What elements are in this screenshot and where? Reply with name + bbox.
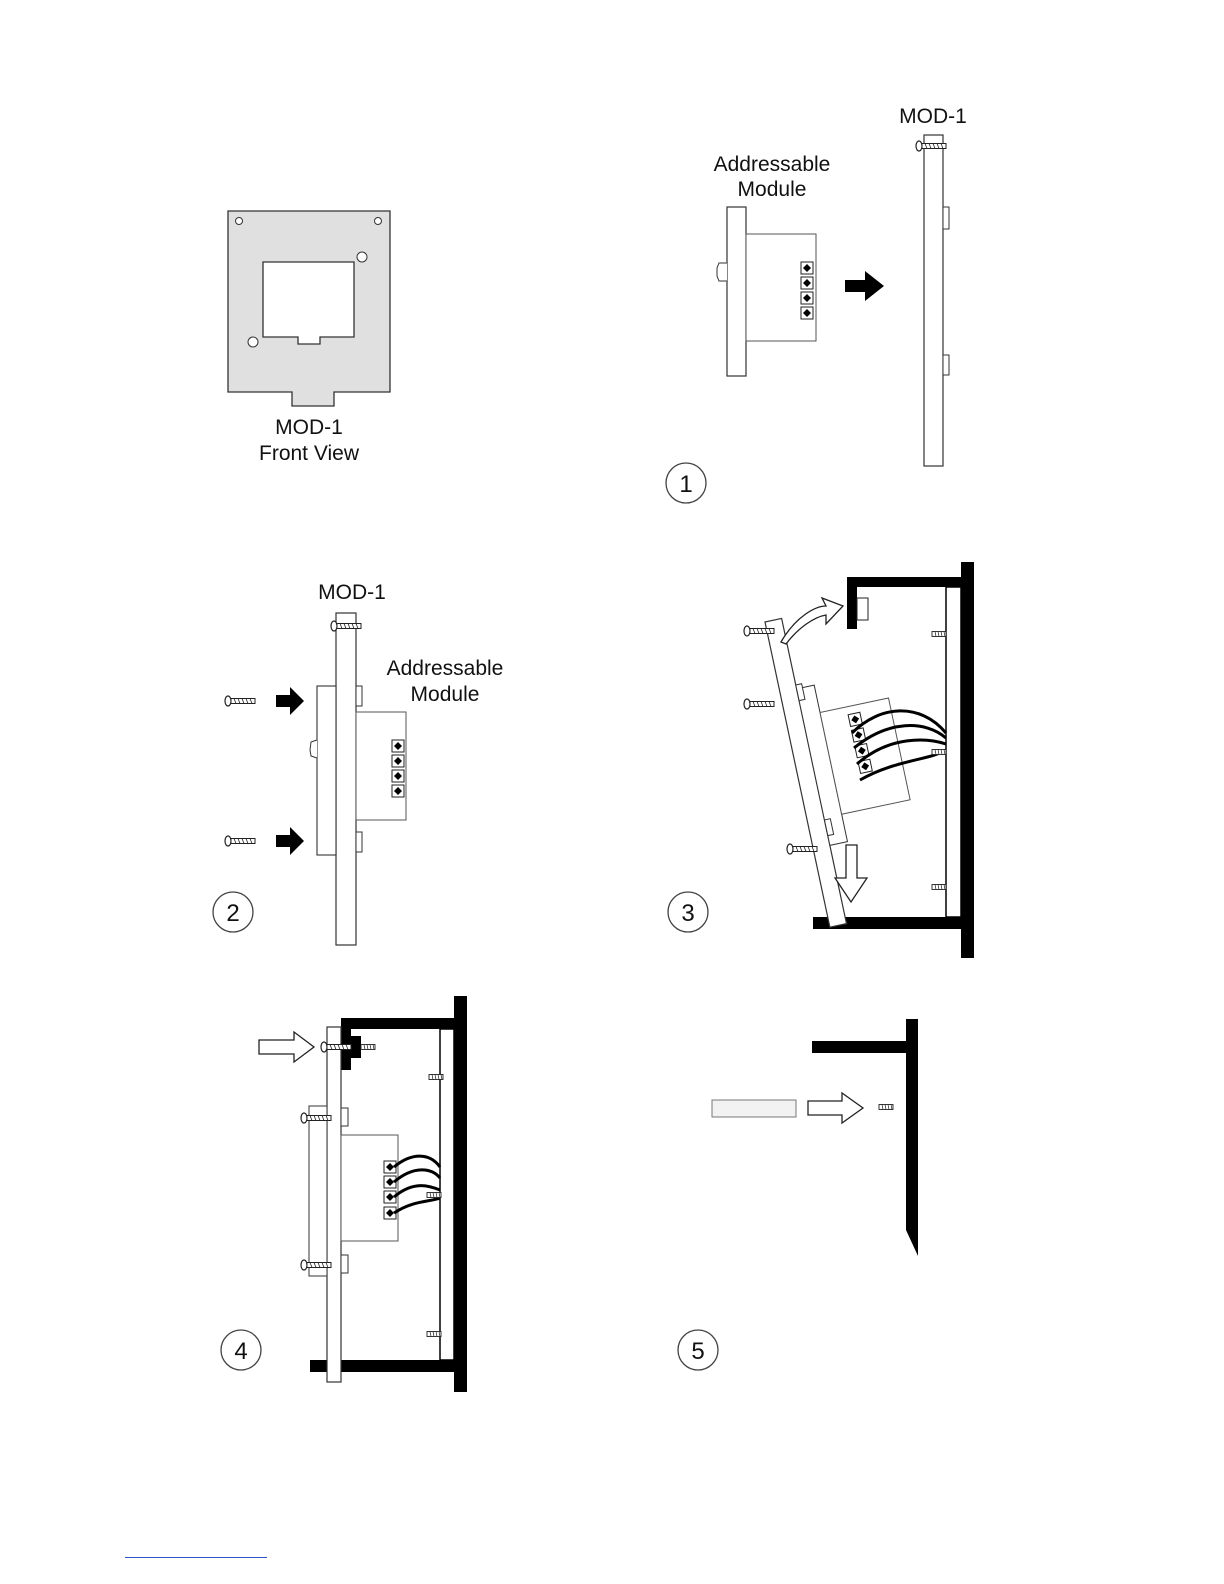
spacer-standoff <box>712 1100 796 1117</box>
panel-1-mod-label: MOD-1 <box>899 105 967 128</box>
step-number-2: 2 <box>226 900 240 927</box>
panel-2-module-label-line2: Module <box>410 683 480 706</box>
step-number-4: 4 <box>234 1338 248 1365</box>
arrow-right-icon <box>276 827 304 855</box>
panel-2-figure <box>213 581 503 945</box>
arrow-right-icon <box>276 687 304 715</box>
front-view-figure <box>228 211 390 406</box>
curved-arrow-icon <box>781 598 843 644</box>
front-view-label-line1: MOD-1 <box>275 416 343 439</box>
arrow-right-icon <box>845 271 884 301</box>
arrow-right-outline-icon <box>259 1032 314 1062</box>
panel-1-module-label-line2: Module <box>737 178 807 201</box>
step-number-5: 5 <box>691 1338 705 1365</box>
footer-rule <box>125 1557 267 1558</box>
panel-1-module-label-line1: Addressable <box>713 153 831 176</box>
front-view-label-line2: Front View <box>259 442 359 465</box>
step-number-3: 3 <box>681 900 695 927</box>
panel-2-mod-label: MOD-1 <box>318 581 386 604</box>
panel-1-figure <box>666 105 967 503</box>
panel-2-module-label-line1: Addressable <box>386 657 504 680</box>
panel-4-figure <box>221 996 467 1392</box>
arrow-right-outline-icon <box>808 1093 863 1123</box>
panel-5-figure <box>678 1019 918 1370</box>
step-number-1: 1 <box>679 471 693 498</box>
panel-3-figure <box>668 562 974 958</box>
front-view-cutout <box>263 262 354 344</box>
